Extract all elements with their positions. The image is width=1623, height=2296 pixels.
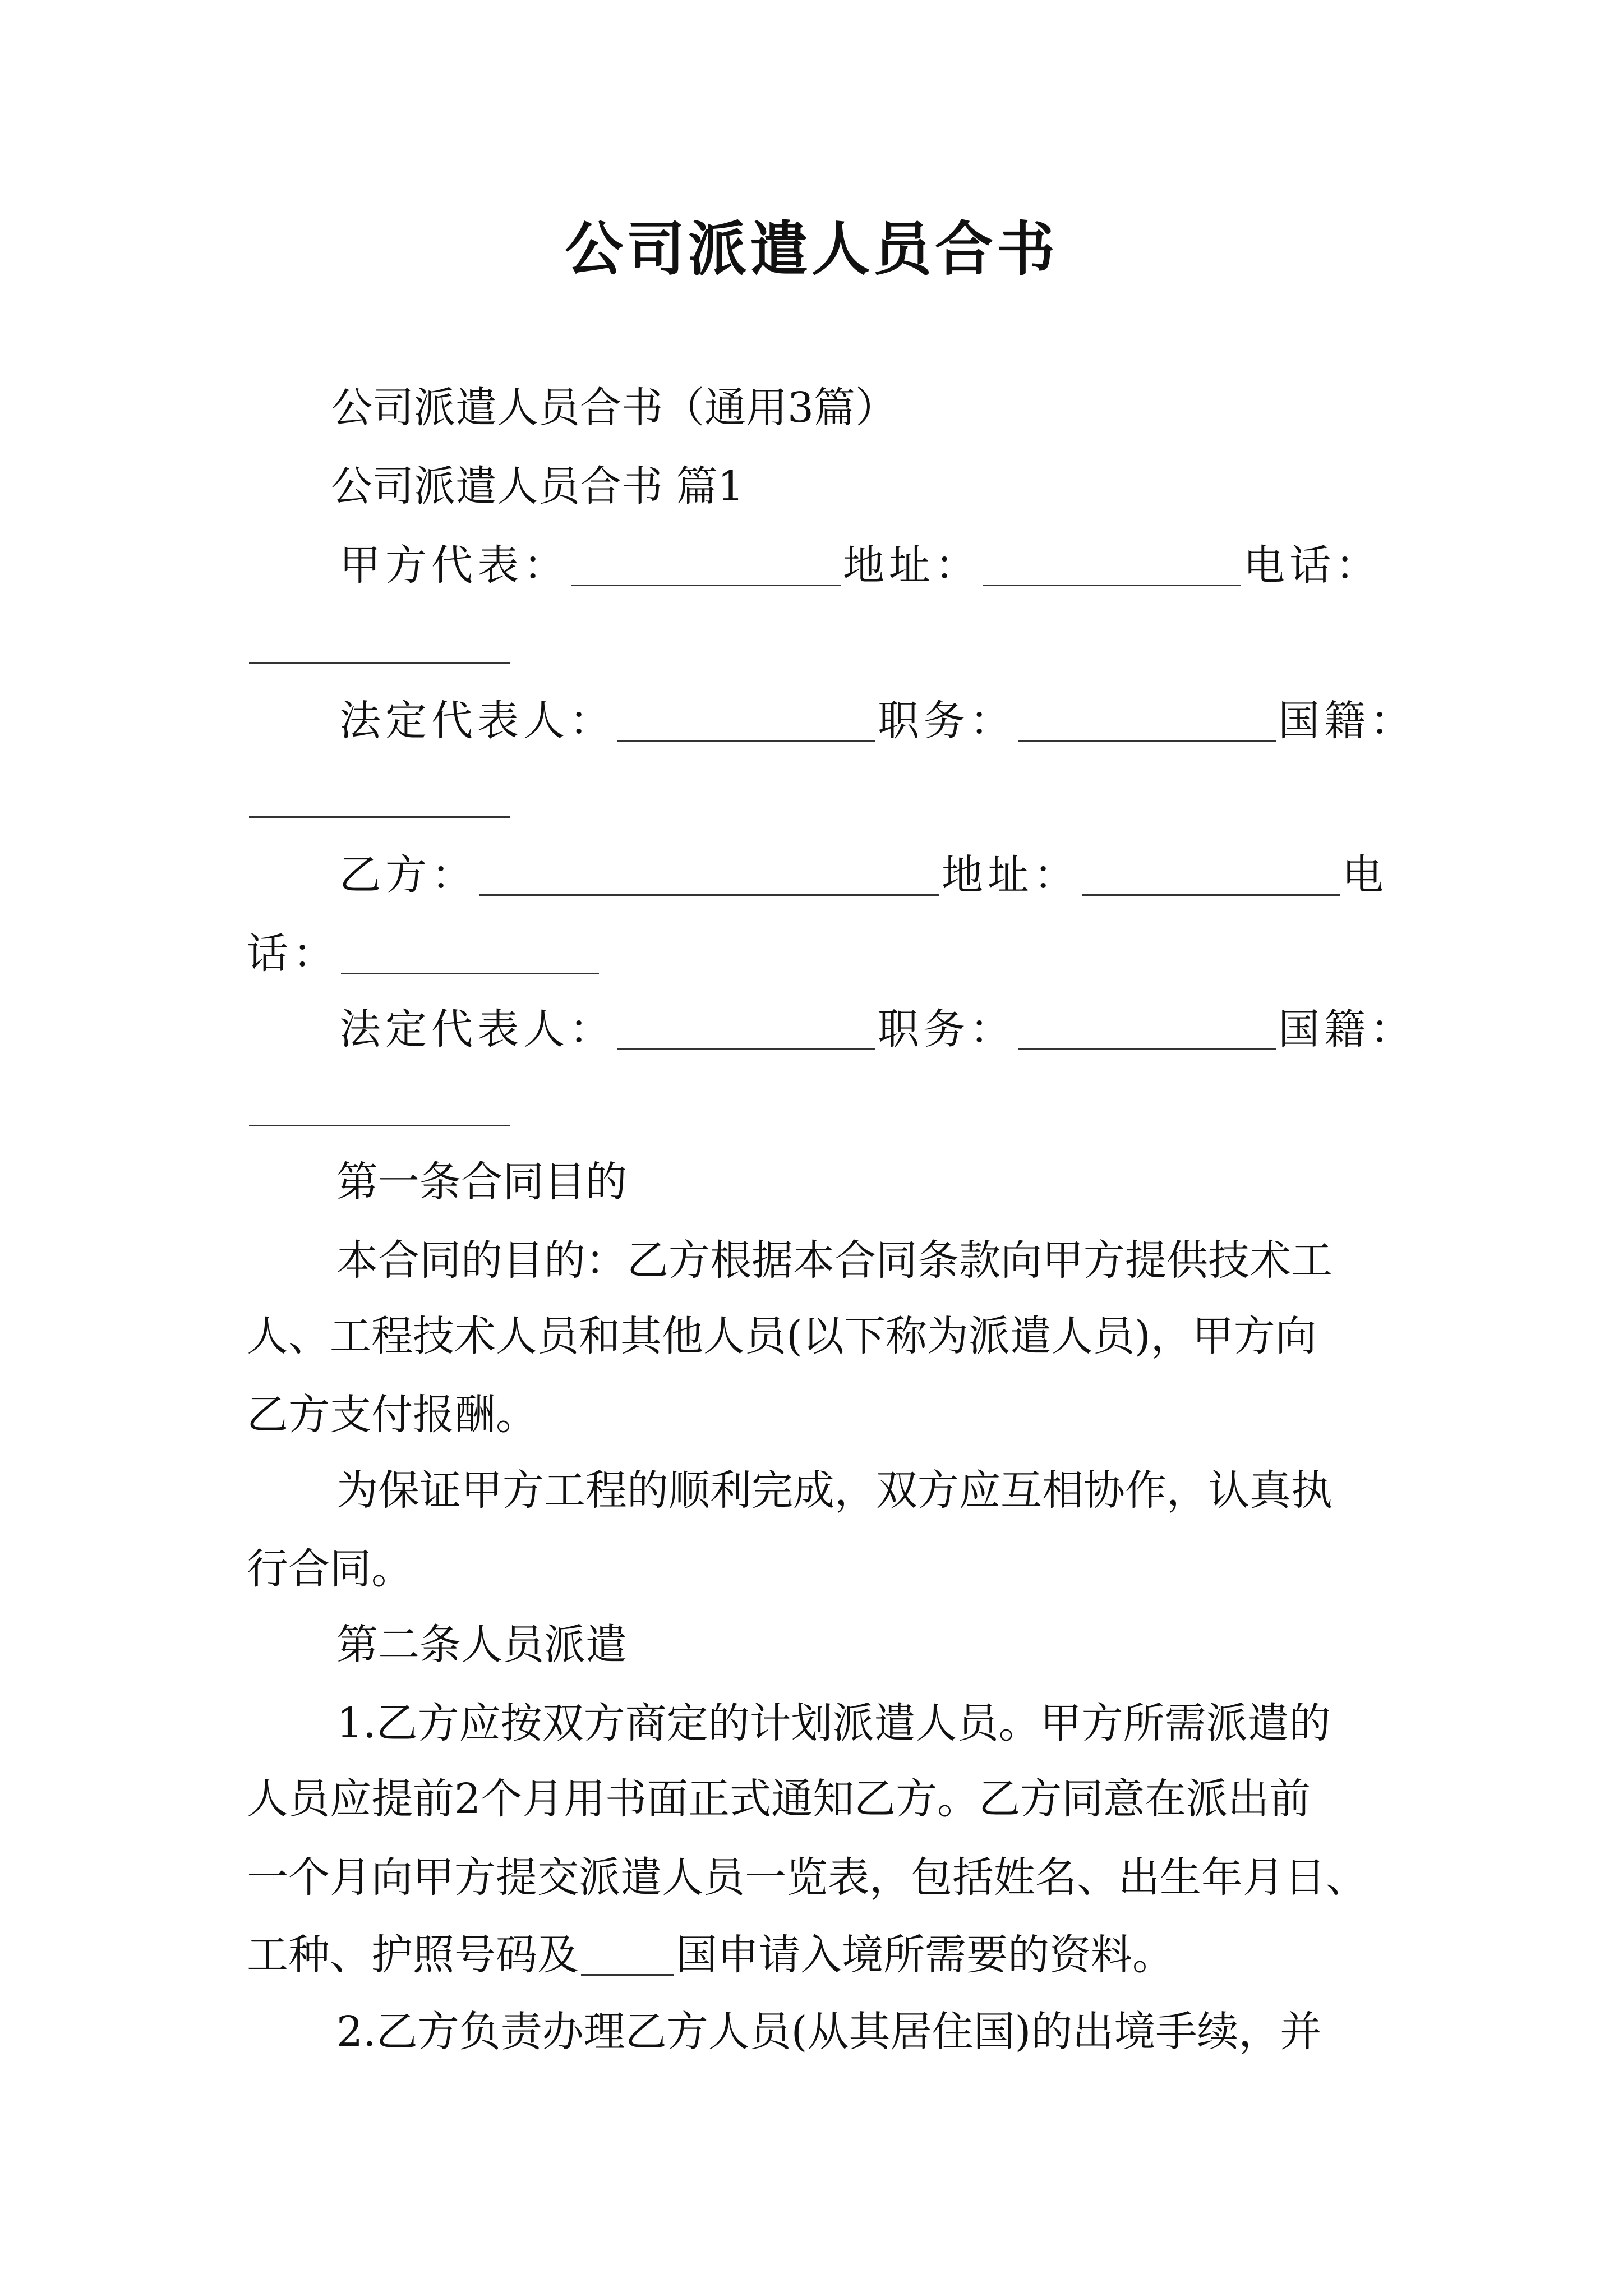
party-a-legal-line — [339, 697, 1416, 745]
party-a-rep-line — [339, 541, 1381, 590]
article1-p2-line1: 为保证甲方工程的顺利完成，双方应互相协作，认真执 — [336, 1466, 1332, 1515]
party-b-nationality-blank[interactable] — [249, 1125, 510, 1126]
party-a-rep-blank[interactable] — [571, 543, 841, 586]
party-b-position-label: 职务： — [878, 1005, 1016, 1053]
party-b-phone-blank[interactable] — [341, 931, 599, 974]
article1-p2-line2: 行合同。 — [247, 1545, 413, 1593]
party-b-phone-line — [247, 930, 601, 978]
article2-p2-line1: 2.乙方负责办理乙方人员(从其居住国)的出境手续，并 — [336, 2008, 1322, 2056]
party-b-nationality-label: 国籍： — [1278, 1005, 1416, 1053]
article1-p1-line1: 本合同的目的：乙方根据本合同条款向甲方提供技术工 — [336, 1236, 1332, 1285]
article1-heading: 第一条合同目的 — [336, 1158, 627, 1206]
party-a-address-blank[interactable] — [983, 543, 1241, 586]
party-b-position-blank[interactable] — [1018, 1007, 1276, 1050]
party-b-name-blank[interactable] — [479, 853, 939, 896]
article2-heading: 第二条人员派遣 — [336, 1621, 627, 1669]
article1-p1-line3: 乙方支付报酬。 — [247, 1391, 537, 1439]
party-a-legal-rep-blank[interactable] — [617, 698, 875, 742]
party-a-position-blank[interactable] — [1018, 698, 1276, 742]
subtitle: 公司派遣人员合书（通用3篇） — [331, 384, 897, 432]
section-heading: 公司派遣人员合书 篇1 — [331, 462, 744, 510]
party-a-legal-rep-label: 法定代表人： — [339, 697, 615, 745]
party-b-address-label: 地址： — [942, 851, 1080, 899]
article2-p1-line3: 一个月向甲方提交派遣人员一览表，包括姓名、出生年月日、 — [247, 1853, 1367, 1902]
party-b-label: 乙方： — [339, 851, 477, 899]
party-a-position-label: 职务： — [878, 697, 1016, 745]
article2-p1-line1: 1.乙方应按双方商定的计划派遣人员。甲方所需派遣的 — [336, 1699, 1331, 1747]
article1-p1-line2: 人、工程技术人员和其他人员(以下称为派遣人员)，甲方向 — [247, 1312, 1317, 1360]
country-blank[interactable] — [581, 1932, 674, 1976]
party-b-phone-label-1: 电 — [1342, 851, 1388, 899]
party-b-legal-line — [339, 1005, 1416, 1053]
party-b-phone-label-2: 话： — [247, 930, 339, 978]
party-b-address-blank[interactable] — [1082, 853, 1340, 896]
party-b-line — [339, 851, 1388, 899]
party-a-rep-label: 甲方代表： — [339, 541, 569, 590]
party-b-legal-rep-blank[interactable] — [617, 1007, 875, 1050]
party-b-legal-rep-label: 法定代表人： — [339, 1005, 615, 1053]
article2-p1-line4-part2: 国申请入境所需要的资料。 — [676, 1931, 1174, 1979]
article2-p1-line4 — [247, 1931, 1174, 1979]
party-a-nationality-label: 国籍： — [1278, 697, 1416, 745]
party-a-nationality-blank[interactable] — [249, 816, 510, 818]
party-a-address-label: 地址： — [843, 541, 981, 590]
document-title: 公司派遣人员合书 — [564, 214, 1058, 283]
article2-p1-line4-part1: 工种、护照号码及 — [247, 1931, 579, 1979]
party-a-phone-blank[interactable] — [249, 662, 510, 664]
party-a-phone-label: 电话： — [1243, 541, 1381, 590]
article2-p1-line2: 人员应提前2个月用书面正式通知乙方。乙方同意在派出前 — [247, 1775, 1311, 1823]
